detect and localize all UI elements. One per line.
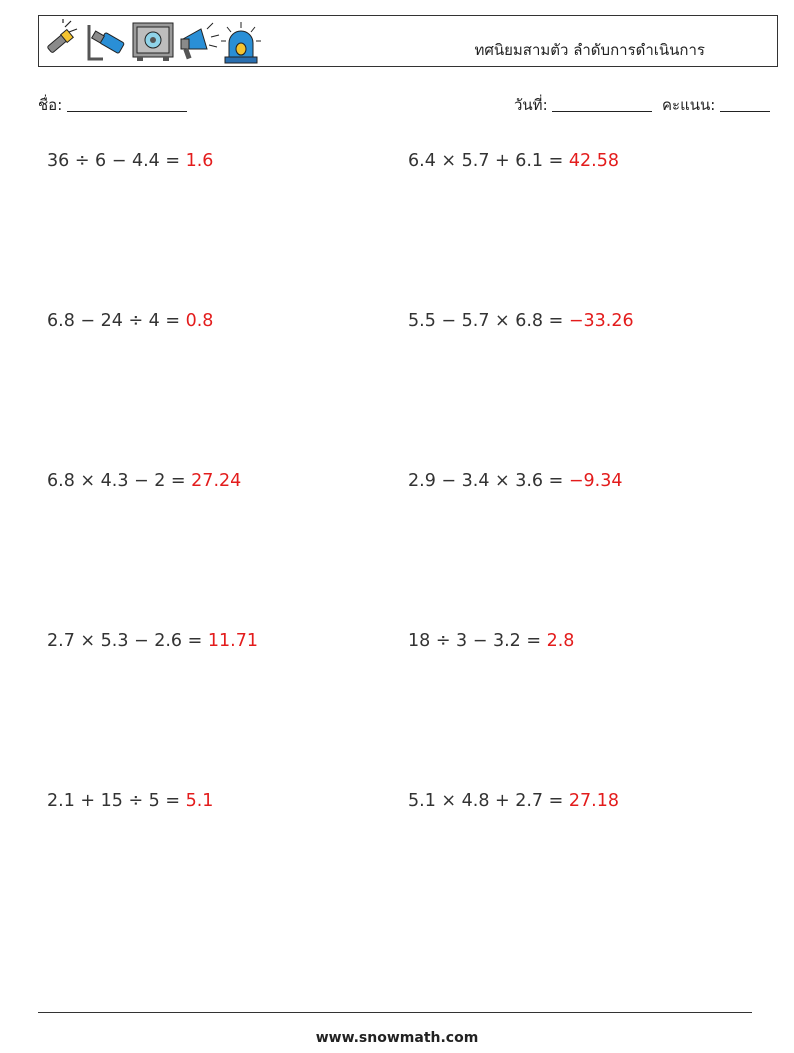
- problem-answer: 42.58: [568, 151, 619, 171]
- problem-answer: 11.71: [207, 631, 258, 651]
- problem-expression: 6.4 × 5.7 + 6.1 =: [408, 151, 569, 171]
- problem-4: [408, 311, 634, 331]
- date-field: [514, 93, 652, 117]
- problem-expression: 5.5 − 5.7 × 6.8 =: [408, 311, 569, 331]
- problem-3: [47, 311, 213, 331]
- problem-expression: 2.9 − 3.4 × 3.6 =: [408, 471, 569, 491]
- header-icons: [41, 19, 271, 65]
- score-label: คะแนน:: [662, 96, 716, 114]
- problem-9: [47, 791, 213, 811]
- name-blank[interactable]: [67, 97, 187, 112]
- problem-expression: 36 ÷ 6 − 4.4 =: [47, 151, 186, 171]
- worksheet-title: ทศนิยมสามตัว ลำดับการดำเนินการ: [474, 41, 705, 59]
- problem-expression: 5.1 × 4.8 + 2.7 =: [408, 791, 569, 811]
- alarm-light-icon: [221, 22, 261, 63]
- problem-expression: 2.7 × 5.3 − 2.6 =: [47, 631, 208, 651]
- problem-6: [408, 471, 623, 491]
- problem-answer: 1.6: [185, 151, 214, 171]
- problem-expression: 18 ÷ 3 − 3.2 =: [408, 631, 547, 651]
- problem-expression: 6.8 − 24 ÷ 4 =: [47, 311, 186, 331]
- name-label: ชื่อ:: [38, 96, 63, 114]
- footer-divider: [38, 1012, 752, 1013]
- footer-url[interactable]: www.snowmath.com: [315, 1030, 479, 1046]
- problem-10: [408, 791, 619, 811]
- problem-8: [408, 631, 574, 651]
- problem-answer: 5.1: [185, 791, 214, 811]
- problem-answer: 0.8: [185, 311, 214, 331]
- name-field: [38, 93, 187, 117]
- problem-2: [408, 151, 619, 171]
- worksheet-header: [38, 15, 778, 67]
- problem-7: [47, 631, 258, 651]
- date-label: วันที่:: [514, 96, 548, 114]
- problem-expression: 2.1 + 15 ÷ 5 =: [47, 791, 186, 811]
- flashlight-icon: [47, 19, 77, 53]
- megaphone-icon: [181, 23, 219, 59]
- problem-5: [47, 471, 241, 491]
- problem-answer: 27.18: [568, 791, 619, 811]
- problem-expression: 6.8 × 4.3 − 2 =: [47, 471, 192, 491]
- problem-answer: 2.8: [546, 631, 575, 651]
- problem-1: [47, 151, 213, 171]
- problem-answer: 27.24: [191, 471, 242, 491]
- score-blank[interactable]: [720, 97, 770, 112]
- date-blank[interactable]: [552, 97, 652, 112]
- wall-lamp-icon: [89, 25, 125, 59]
- score-field: [662, 93, 770, 117]
- problem-answer: −9.34: [568, 471, 623, 491]
- safe-icon: [133, 23, 173, 61]
- problem-answer: −33.26: [568, 311, 634, 331]
